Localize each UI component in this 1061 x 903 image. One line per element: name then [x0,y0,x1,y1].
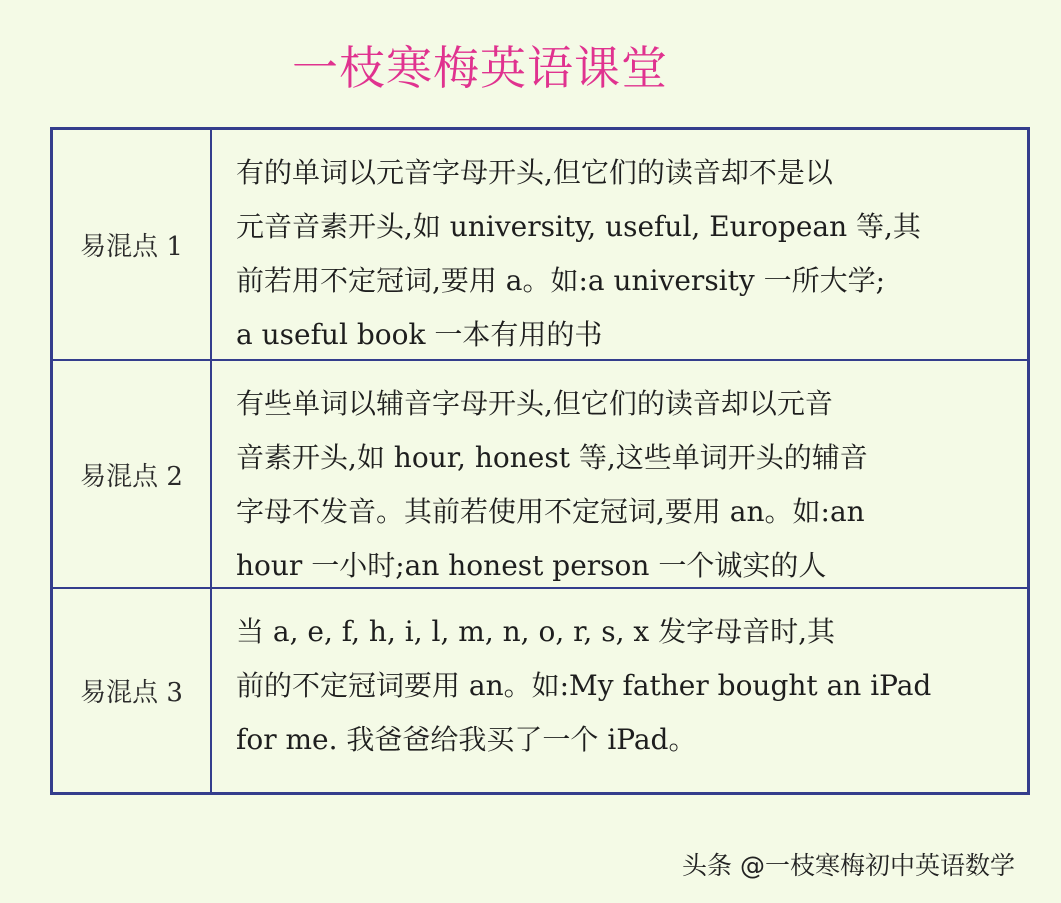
row-content: 有的单词以元音字母开头,但它们的读音却不是以 元音音素开头,如 university, useful, European 等,其 前若用不定冠词,要用 a。如:a university 一所大学; a useful book 一本有用的书 [212,130,1027,361]
watermark: 头条 @一枝寒梅初中英语数学 [682,851,1015,880]
row-content: 当 a, e, f, h, i, l, m, n, o, r, s, x 发字母音时,其 前的不定冠词要用 an。如:My father bought an iPad for me. 我爸爸给我买了一个 iPad。 [236,615,932,756]
confusion-points-table [50,127,1030,795]
row-label: 易混点 3 [53,589,212,792]
row-label: 易混点 2 [53,361,212,589]
row-content: 有些单词以辅音字母开头,但它们的读音却以元音 音素开头,如 hour, honest 等,这些单词开头的辅音 字母不发音。其前若使用不定冠词,要用 an。如:an hour 一小时;an honest person 一个诚实的人 [212,361,1027,589]
page-title: 一枝寒梅英语课堂 [292,41,668,95]
row-label: 易混点 1 [53,130,212,361]
